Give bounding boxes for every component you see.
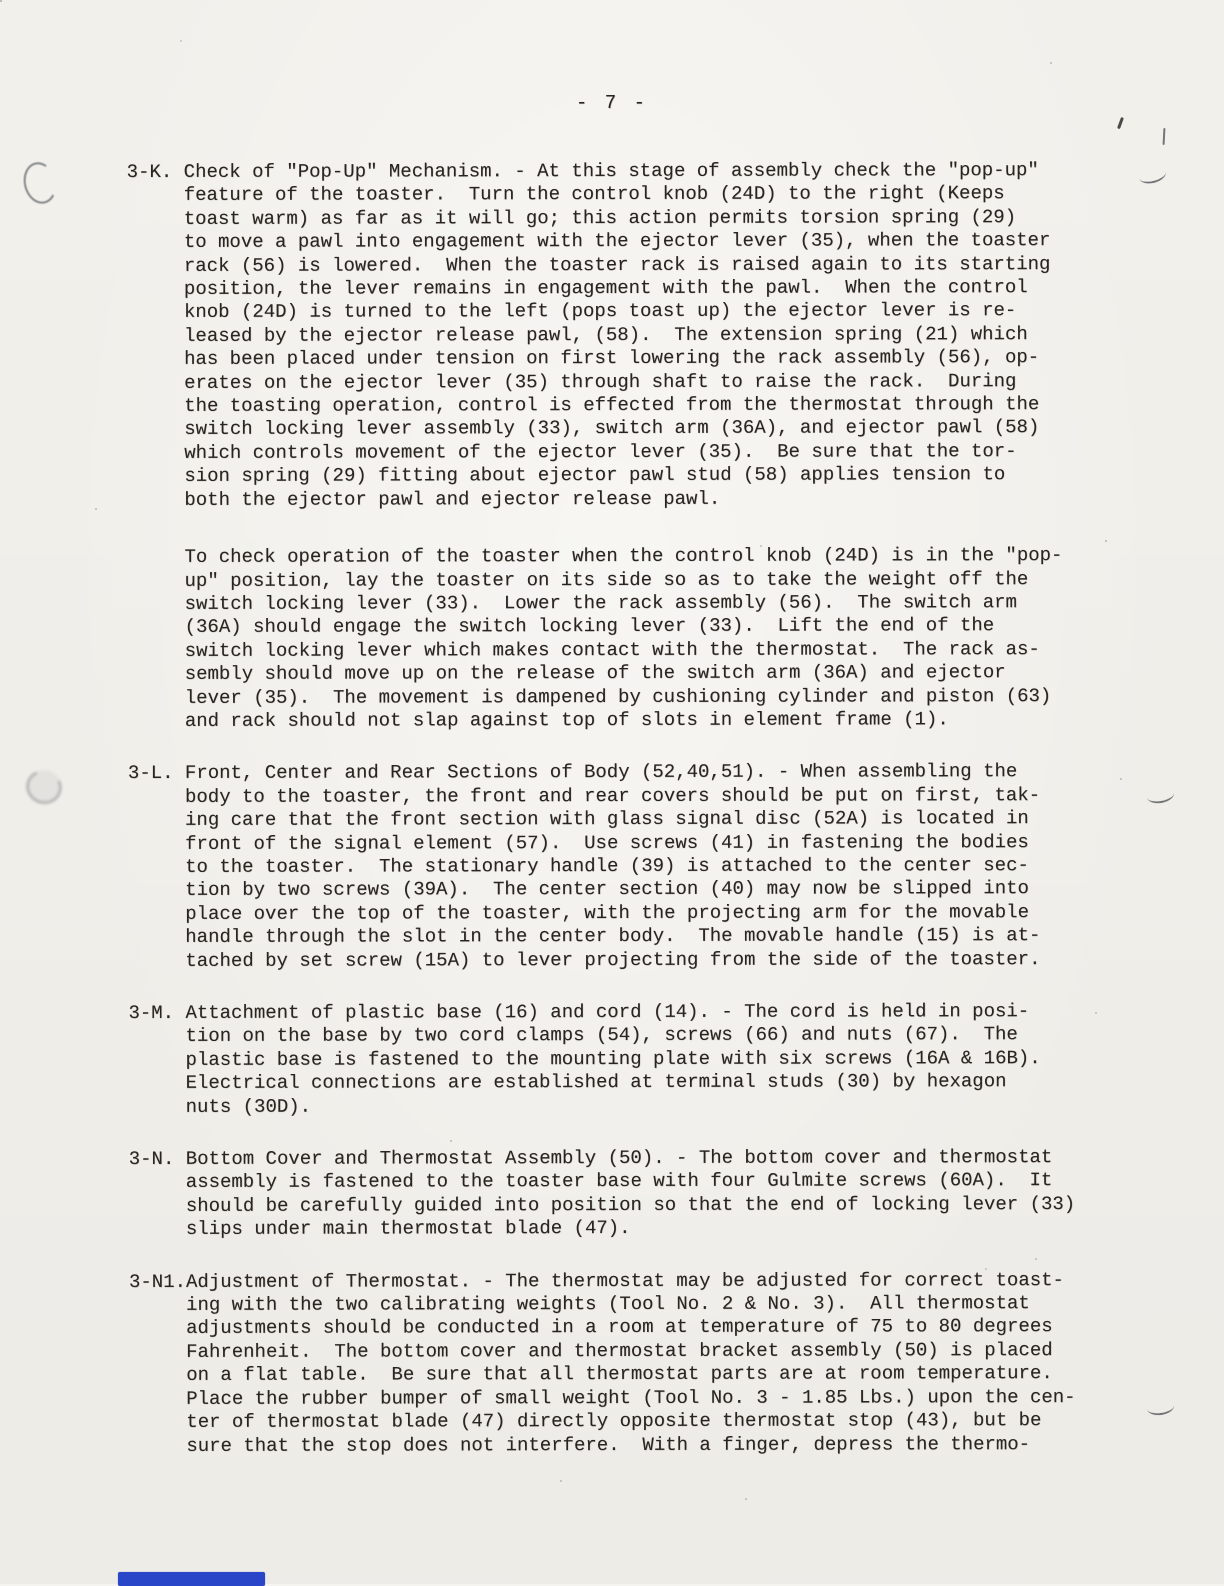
paragraph: Front, Center and Rear Sections of Body (52,40,51). - When assembling the body to the toaster, the front and rear covers should be put on first, tak- ing care that the front section with glass signal disc (52A) is located in front of the signal element (57). Use screws (41) in fastening the bodies to the toaster. The stationary handle (39) is attached to the center sec- tion by two screws (39A). The center section (40) may now be slipped into place over the top of the toaster, with the projecting arm for the movable handle through the slot in the center body. The movable handle (15) is at- tached by set screw (15A) to lever projecting from the side of the toaster. (184, 760, 1041, 972)
pencil-smudge (21, 765, 66, 809)
section-body (185, 1000, 1110, 1119)
paragraph: Adjustment of Thermostat. - The thermostat may be adjusted for correct toast- ing with the two calibrating weights (Tool No. 2 & No. 3). All thermostat adjustments should be conducted in a room at temperature of 75 to 80 degrees Fahrenheit. The bottom cover and thermostat bracket assembly (50) is placed on a flat table. Be sure that all thermostat parts are at room temperature. Place the rubber bumper of small weight (Tool No. 3 - 1.85 Lbs.) upon the cen- ter of thermostat blade (47) directly opposite thermostat stop (43), but be sure that the stop does not interfere. With a finger, depress the thermo- (185, 1268, 1076, 1457)
page-number: - 7 - (575, 92, 648, 114)
section-label: 3-K. (126, 160, 173, 184)
paragraph: Attachment of plastic base (16) and cord (14). - The cord is held in posi- tion on the base by two cord clamps (54), screws (66) and nuts (67). The plastic base is fastened to the mounting plate with six screws (16A & 16B). Electrical connections are established at terminal studs (30) by hexagon nuts (30D). (185, 1000, 1041, 1118)
paragraph: Check of "Pop-Up" Mechanism. - At this stage of assembly check the "pop-up" feature of the toaster. Turn the control knob (24D) to the right (Keeps toast warm) as far as it will go; this action permits torsion spring (29) to move a pawl into engagement with the ejector lever (35), when the toaster rack (56) is lowered. When the toaster rack is raised again to its starting position, the lever remains in engagement with the pawl. When the control knob (24D) is turned to the left (pops toast up) the ejector lever is re- leased by the ejector release pawl, (58). The extension spring (21) which has been placed under tension on first lowering the rack assembly (56), op- erates on the ejector lever (35) through shaft to raise the rack. During the toasting operation, control is effected from the thermostat through the switch locking lever assembly (33), switch arm (36A), and ejector pawl (58) which controls movement of the ejector lever (35). Be sure that the tor- sion spring (29) fitting about ejector pawl stud (58) applies tension to both the ejector pawl and ejector release pawl. (183, 159, 1051, 511)
section-3-n (129, 1146, 1111, 1242)
section-3-k (127, 159, 1110, 733)
section-3-m (128, 1000, 1110, 1119)
section-label: 3-N. (128, 1147, 175, 1171)
scan-specks (0, 0, 2, 2)
stray-ink-mark (1117, 117, 1123, 129)
section-body (184, 159, 1110, 733)
section-3-l (128, 760, 1110, 973)
margin-tick (1138, 165, 1168, 186)
section-3-n1 (129, 1269, 1111, 1458)
margin-tick (1146, 1398, 1175, 1417)
margin-tick (1146, 786, 1175, 805)
section-label: 3-M. (128, 1001, 175, 1025)
section-body (186, 1146, 1111, 1242)
section-body (185, 760, 1110, 973)
stray-ink-line (1163, 128, 1166, 145)
paragraph: To check operation of the toaster when the control knob (24D) is in the "pop- up" position, lay the toaster on its side so as to take the weight off the switch locking lever (33). Lower the rack assembly (56). The switch arm (36A) should engage the switch locking lever (33). Lift the end of the switch locking lever which makes contact with the thermostat. The rack as- sembly should move up on the release of the switch arm (36A) and ejector lever (35). The movement is dampened by cushioning cylinder and piston (63) and rack should not slap against top of slots in element frame (1). (184, 544, 1063, 732)
paragraph: Bottom Cover and Thermostat Assembly (50). - The bottom cover and thermostat assembly is fastened to the toaster base with four Gulmite screws (60A). It should be carefully guided into position so that the end of locking lever (33) slips under main thermostat blade (47). (185, 1146, 1076, 1241)
manual-sections (127, 159, 1112, 1458)
pen-mark-c (19, 159, 60, 207)
section-label: 3-N1. (128, 1270, 187, 1293)
section-label: 3-L. (127, 762, 174, 785)
section-body (186, 1269, 1111, 1458)
